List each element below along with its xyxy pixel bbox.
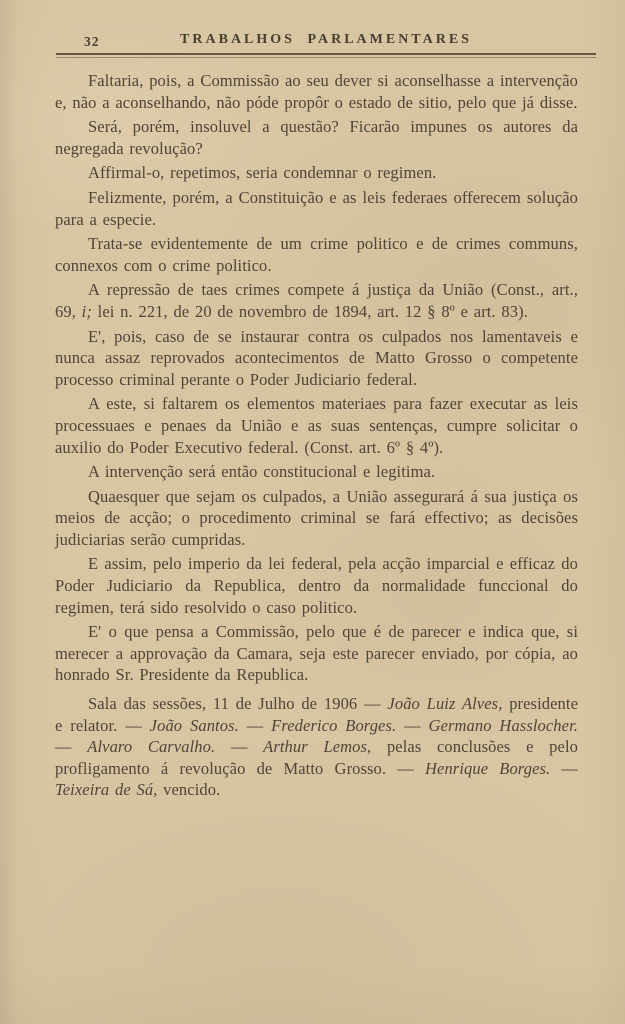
italic-text-run: Teixeira de Sá, (55, 780, 158, 800)
text-run: E assim, pelo imperio da lei federal, pela acção imparcial e efficaz do Poder Judiciario da Republica, dentro da normalidade funccional do regimen, terá sido resolvido o caso politico. (55, 554, 578, 617)
page-header (56, 32, 596, 50)
paragraph (55, 461, 578, 483)
text-run: Affirmal-o, repetimos, seria condemnar o regimen. (88, 163, 437, 183)
page-number: 32 (84, 34, 100, 49)
text-run: Faltaria, pois, a Commissão ao seu dever si aconselhasse a intervenção e, não a aconselhando, não póde propôr o estado de sitio, pelo que já disse. (55, 71, 578, 112)
paragraph (55, 162, 578, 184)
paragraph (55, 693, 578, 801)
text-run: A este, si faltarem os elementos materiaes para fazer executar as leis processuaes e penaes da União e as suas sentenças, cumpre solicitar o auxilio do Poder Executivo federal. (Const. art. 6º § 4º). (55, 394, 578, 457)
text-run: Felizmente, porém, a Constituição e as leis federaes offerecem solução para a especie. (55, 187, 578, 229)
text-run: Será, porém, insoluvel a questão? Ficarão impunes os autores da negregada revolução? (55, 117, 578, 158)
header-rule (56, 53, 596, 58)
text-run: — (396, 715, 429, 735)
paragraph (55, 621, 578, 686)
italic-text-run: Germano Hasslocher. (428, 715, 578, 735)
text-run: Sala das sessões, 11 de Julho de 1906 — (88, 694, 388, 714)
italic-text-run: Henrique Borges. (425, 758, 551, 778)
paragraph (55, 70, 578, 113)
paragraph (55, 326, 578, 391)
paragraph (55, 553, 578, 618)
italic-text-run: i; (81, 301, 92, 321)
italic-text-run: Frederico Borges. (271, 715, 397, 735)
text-run: Trata-se evidentemente de um crime politico e de crimes communs, connexos com o crime politico. (55, 234, 578, 275)
paragraph (55, 486, 578, 551)
page-body (55, 70, 578, 801)
running-title: TRABALHOS PARLAMENTARES (180, 32, 472, 47)
text-run: vencido. (157, 780, 221, 800)
text-run: E', pois, caso de se instaurar contra os culpados nos lamentaveis e nunca assaz reprovados acontecimentos de Matto Grosso o competente processo criminal perante o Poder Judiciario federal. (55, 326, 578, 389)
text-run: E' o que pensa a Commissão, pelo que é de parecer e indica que, si merecer a approvação da Camara, seja este parecer enviado, por cópia, ao honrado Sr. Presidente da Republica. (55, 622, 578, 685)
text-run: — (215, 737, 264, 757)
italic-text-run: Alvaro Carvalho. (87, 737, 216, 757)
italic-text-run: Arthur Lemos, (263, 737, 372, 757)
italic-text-run: João Santos. (149, 715, 239, 735)
text-run: presidente e relator. — (55, 694, 578, 735)
text-run: pelas conclusões e pelo profligamento á revolução de Matto Grosso. — (55, 737, 578, 778)
text-run: — (238, 715, 272, 735)
text-run: Quaesquer que sejam os culpados, a União assegurará á sua justiça os meios de acção; o procedimento criminal se fará effectivo; as decisões judiciarias serão cumpridas. (55, 486, 578, 549)
text-run: A intervenção será então constitucional e legitima. (88, 462, 436, 482)
text-run: A repressão de taes crimes compete á justiça da União (Const., art., 69, (55, 280, 578, 321)
paragraph (55, 279, 578, 322)
text-run: — (55, 737, 88, 757)
paragraph (55, 233, 578, 276)
paragraph (55, 116, 578, 159)
paragraph (55, 393, 578, 458)
text-run: — (550, 758, 578, 778)
italic-text-run: João Luiz Alves, (387, 694, 503, 714)
text-run: lei n. 221, de 20 de novembro de 1894, art. 12 § 8º e art. 83). (91, 301, 528, 321)
paragraph (55, 187, 578, 230)
